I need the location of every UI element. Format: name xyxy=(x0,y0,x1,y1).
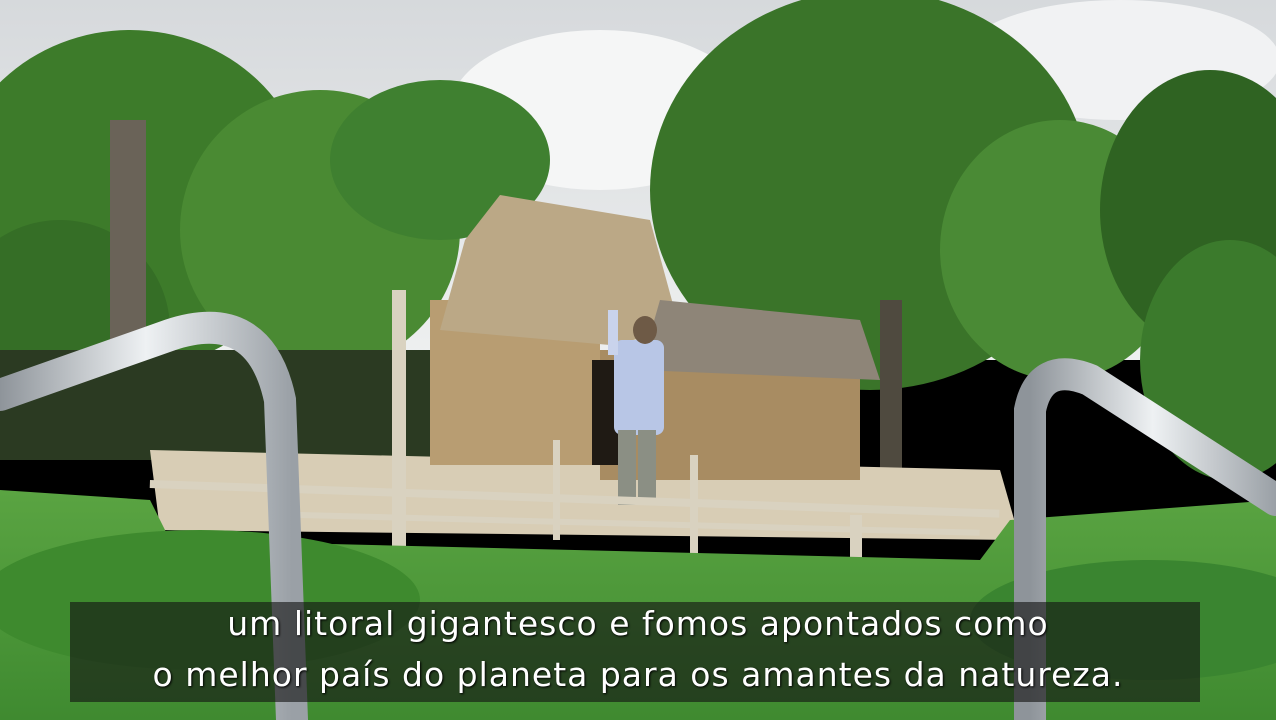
subtitle-line-2: o melhor país do planeta para os amantes da natureza. xyxy=(152,655,1124,694)
subtitle-line-1: um litoral gigantesco e fomos apontados como xyxy=(227,604,1049,643)
tree-trunk xyxy=(880,300,902,490)
